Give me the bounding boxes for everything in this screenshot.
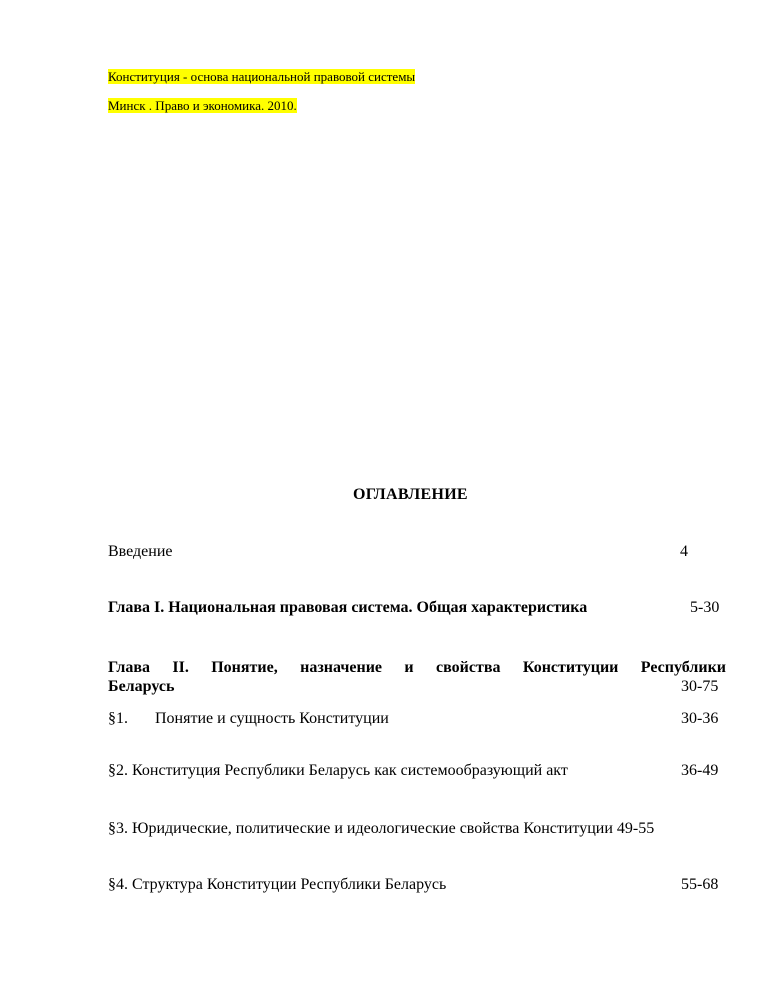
toc-chapter2-label-line2: Беларусь — [108, 678, 175, 695]
publisher-line: Минск . Право и экономика. 2010. — [108, 98, 297, 113]
toc-section1-label: Понятие и сущность Конституции — [155, 710, 389, 727]
book-title-line: Конституция - основа национальной правовой системы — [108, 69, 416, 84]
toc-section2-pages: 36-49 — [681, 762, 719, 779]
toc-title: ОГЛАВЛЕНИЕ — [353, 486, 468, 503]
toc-section4-label: §4. Структура Конституции Республики Беларусь — [108, 876, 447, 893]
toc-section1-pages: 30-36 — [681, 710, 719, 727]
toc-section1-number: §1. — [108, 710, 128, 727]
toc-section3-label: §3. Юридические, политические и идеологические свойства Конституции 49-55 — [108, 820, 655, 837]
toc-section4-pages: 55-68 — [681, 876, 719, 893]
toc-chapter1-pages: 5-30 — [690, 599, 720, 616]
toc-section2-label: §2. Конституция Республики Беларусь как системообразующий акт — [108, 762, 568, 779]
toc-chapter2-pages: 30-75 — [681, 678, 719, 695]
toc-intro-pages: 4 — [680, 543, 688, 560]
toc-intro-label: Введение — [108, 543, 173, 560]
toc-chapter2-label-line1: Глава II. Понятие, назначение и свойства Конституции Республики — [108, 659, 726, 676]
toc-chapter1-label: Глава I. Национальная правовая система. Общая характеристика — [108, 599, 588, 616]
